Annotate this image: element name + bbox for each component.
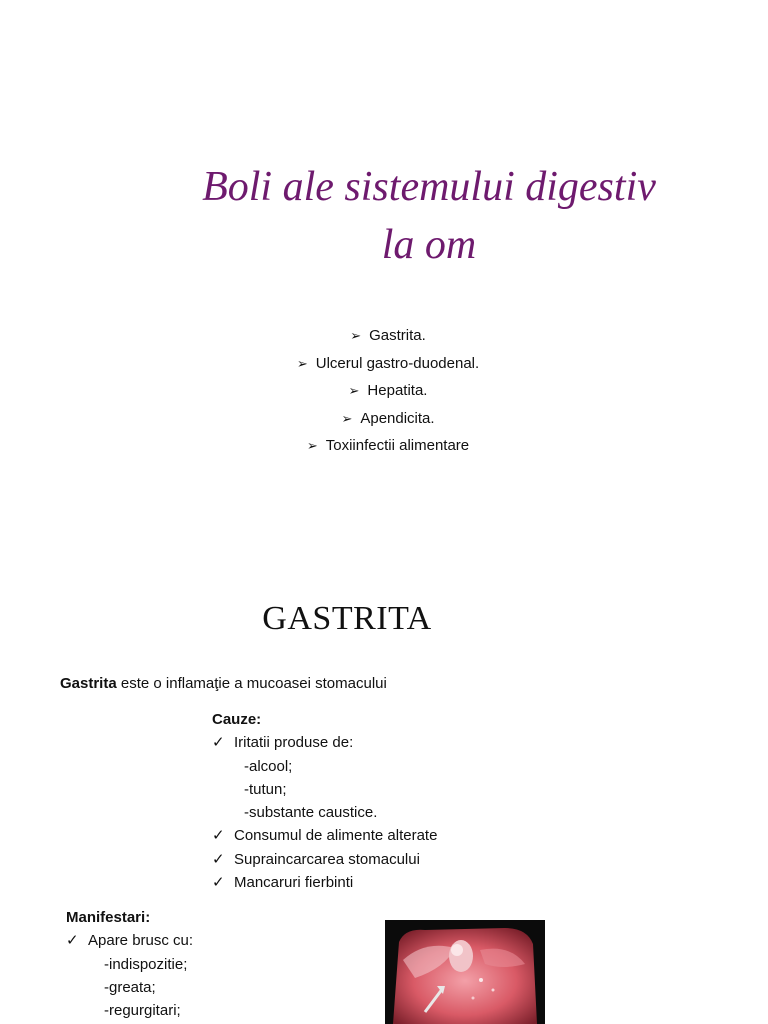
cause-item: ✓ Supraincarcarea stomacului [212, 848, 437, 871]
check-icon: ✓ [212, 827, 225, 845]
arrow-bullet-icon: ➢ [348, 383, 360, 398]
arrow-bullet-icon: ➢ [350, 328, 362, 343]
arrow-bullet-icon: ➢ [341, 410, 353, 426]
check-icon: ✓ [212, 850, 225, 868]
arrow-bullet-icon: ➢ [296, 355, 308, 371]
arrow-bullet-icon: ➢ [306, 438, 318, 453]
topics-list [0, 322, 768, 460]
manifestations-heading: Manifestari: [66, 909, 151, 926]
manifestation-subitem: -indispozitie; [104, 955, 188, 973]
gastric-mucosa-illustration [385, 920, 545, 1024]
topic-item: ➢ Hepatita. [0, 377, 768, 405]
manifestation-subitem: -greata; [104, 978, 156, 996]
cause-subitem: -tutun; [244, 780, 287, 798]
topic-item: ➢ Gastrita. [0, 322, 768, 350]
manifestation-subitem: -regurgitari; [104, 1002, 181, 1020]
manifestations-list [66, 906, 193, 1022]
manifestation-item: ✓ Apare brusc cu: [66, 929, 193, 952]
cause-subitem: -alcool; [244, 757, 293, 775]
topic-item: ➢ Apendicita. [0, 405, 768, 433]
check-icon: ✓ [212, 874, 225, 892]
cause-subitem: -substante caustice. [244, 804, 378, 822]
slide-title [0, 158, 768, 274]
section-title: GASTRITA [262, 600, 432, 637]
topic-item: ➢ Toxiinfectii alimentare [0, 432, 768, 460]
cause-item: ✓ Iritatii produse de: [212, 731, 437, 754]
title-line-2: la om [381, 222, 477, 268]
check-icon: ✓ [66, 932, 79, 950]
title-line-1: Boli ale sistemului digestiv [202, 164, 656, 210]
causes-list [212, 708, 437, 894]
cause-item: ✓ Consumul de alimente alterate [212, 824, 437, 847]
topic-item: ➢ Ulcerul gastro-duodenal. [0, 350, 768, 378]
cause-item: ✓ Mancaruri fierbinti [212, 871, 437, 894]
check-icon: ✓ [212, 734, 225, 752]
definition-body: este o inflamaţie a mucoasei stomacului [116, 675, 387, 692]
endoscopy-image [385, 920, 545, 1024]
definition-text [60, 675, 387, 692]
definition-term: Gastrita [60, 675, 117, 692]
causes-heading: Cauze: [212, 711, 262, 728]
